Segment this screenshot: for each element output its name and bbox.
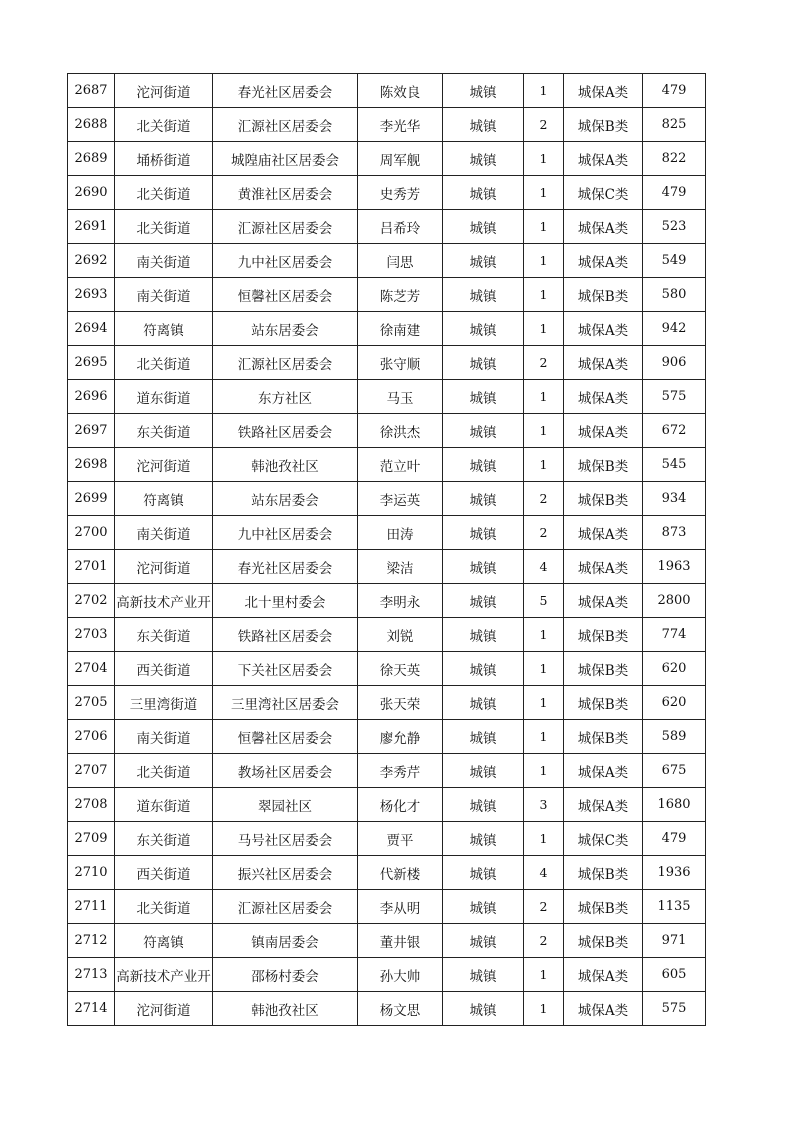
serial-number-cell: 2687 (68, 74, 115, 108)
monthly-amount-cell: 479 (643, 176, 706, 210)
household-size-cell: 1 (524, 958, 564, 992)
table-row (68, 414, 706, 448)
table-row (68, 686, 706, 720)
recipient-name-cell: 廖允静 (358, 720, 443, 754)
monthly-amount-cell: 605 (643, 958, 706, 992)
table-row (68, 142, 706, 176)
serial-number-cell: 2705 (68, 686, 115, 720)
assistance-category-cell: 城保B类 (564, 448, 643, 482)
serial-number-cell: 2712 (68, 924, 115, 958)
assistance-category-cell: 城保A类 (564, 414, 643, 448)
serial-number-cell: 2692 (68, 244, 115, 278)
assistance-category-cell: 城保B类 (564, 890, 643, 924)
recipient-name-cell: 吕希玲 (358, 210, 443, 244)
recipient-name-cell: 李运英 (358, 482, 443, 516)
household-type-cell: 城镇 (443, 516, 524, 550)
household-type-cell: 城镇 (443, 754, 524, 788)
household-type-cell: 城镇 (443, 890, 524, 924)
table-row (68, 380, 706, 414)
recipient-name-cell: 董井银 (358, 924, 443, 958)
household-type-cell: 城镇 (443, 652, 524, 686)
serial-number-cell: 2693 (68, 278, 115, 312)
monthly-amount-cell: 580 (643, 278, 706, 312)
table-row (68, 244, 706, 278)
street-office-cell: 三里湾街道 (115, 686, 213, 720)
recipient-name-cell: 陈芝芳 (358, 278, 443, 312)
assistance-category-cell: 城保B类 (564, 618, 643, 652)
serial-number-cell: 2703 (68, 618, 115, 652)
serial-number-cell: 2700 (68, 516, 115, 550)
assistance-category-cell: 城保C类 (564, 176, 643, 210)
community-committee-cell: 铁路社区居委会 (213, 414, 358, 448)
recipient-name-cell: 孙大帅 (358, 958, 443, 992)
household-size-cell: 1 (524, 992, 564, 1026)
community-committee-cell: 振兴社区居委会 (213, 856, 358, 890)
assistance-category-cell: 城保A类 (564, 210, 643, 244)
street-office-cell: 北关街道 (115, 176, 213, 210)
community-committee-cell: 站东居委会 (213, 312, 358, 346)
assistance-category-cell: 城保B类 (564, 720, 643, 754)
recipient-name-cell: 代新楼 (358, 856, 443, 890)
household-type-cell: 城镇 (443, 108, 524, 142)
household-type-cell: 城镇 (443, 958, 524, 992)
household-size-cell: 1 (524, 244, 564, 278)
household-size-cell: 1 (524, 618, 564, 652)
community-committee-cell: 邵杨村委会 (213, 958, 358, 992)
recipient-name-cell: 徐天英 (358, 652, 443, 686)
community-committee-cell: 韩池孜社区 (213, 992, 358, 1026)
serial-number-cell: 2694 (68, 312, 115, 346)
table-row (68, 890, 706, 924)
household-type-cell: 城镇 (443, 380, 524, 414)
community-committee-cell: 北十里村委会 (213, 584, 358, 618)
recipient-name-cell: 徐南建 (358, 312, 443, 346)
community-committee-cell: 恒馨社区居委会 (213, 720, 358, 754)
assistance-category-cell: 城保B类 (564, 482, 643, 516)
monthly-amount-cell: 675 (643, 754, 706, 788)
recipient-name-cell: 徐洪杰 (358, 414, 443, 448)
serial-number-cell: 2711 (68, 890, 115, 924)
community-committee-cell: 东方社区 (213, 380, 358, 414)
table-row (68, 176, 706, 210)
street-office-cell: 南关街道 (115, 516, 213, 550)
community-committee-cell: 镇南居委会 (213, 924, 358, 958)
relief-recipient-table (67, 73, 706, 1026)
street-office-cell: 符离镇 (115, 312, 213, 346)
assistance-category-cell: 城保A类 (564, 584, 643, 618)
household-type-cell: 城镇 (443, 346, 524, 380)
community-committee-cell: 城隍庙社区居委会 (213, 142, 358, 176)
street-office-cell: 北关街道 (115, 108, 213, 142)
household-size-cell: 2 (524, 482, 564, 516)
household-type-cell: 城镇 (443, 992, 524, 1026)
monthly-amount-cell: 934 (643, 482, 706, 516)
household-type-cell: 城镇 (443, 176, 524, 210)
household-size-cell: 1 (524, 686, 564, 720)
household-type-cell: 城镇 (443, 278, 524, 312)
community-committee-cell: 汇源社区居委会 (213, 108, 358, 142)
household-type-cell: 城镇 (443, 142, 524, 176)
assistance-category-cell: 城保B类 (564, 652, 643, 686)
monthly-amount-cell: 479 (643, 822, 706, 856)
community-committee-cell: 黄淮社区居委会 (213, 176, 358, 210)
street-office-cell: 高新技术产业开 (115, 958, 213, 992)
household-type-cell: 城镇 (443, 414, 524, 448)
serial-number-cell: 2689 (68, 142, 115, 176)
community-committee-cell: 下关社区居委会 (213, 652, 358, 686)
assistance-category-cell: 城保B类 (564, 278, 643, 312)
household-size-cell: 3 (524, 788, 564, 822)
household-size-cell: 1 (524, 448, 564, 482)
household-size-cell: 1 (524, 754, 564, 788)
household-type-cell: 城镇 (443, 856, 524, 890)
street-office-cell: 南关街道 (115, 720, 213, 754)
street-office-cell: 埇桥街道 (115, 142, 213, 176)
serial-number-cell: 2713 (68, 958, 115, 992)
serial-number-cell: 2696 (68, 380, 115, 414)
community-committee-cell: 教场社区居委会 (213, 754, 358, 788)
recipient-name-cell: 闫思 (358, 244, 443, 278)
household-type-cell: 城镇 (443, 822, 524, 856)
household-size-cell: 1 (524, 414, 564, 448)
street-office-cell: 沱河街道 (115, 74, 213, 108)
table-row (68, 788, 706, 822)
household-size-cell: 1 (524, 380, 564, 414)
table-row (68, 652, 706, 686)
table-row (68, 312, 706, 346)
recipient-name-cell: 李从明 (358, 890, 443, 924)
serial-number-cell: 2697 (68, 414, 115, 448)
community-committee-cell: 站东居委会 (213, 482, 358, 516)
monthly-amount-cell: 672 (643, 414, 706, 448)
recipient-name-cell: 马玉 (358, 380, 443, 414)
street-office-cell: 北关街道 (115, 346, 213, 380)
recipient-name-cell: 陈效良 (358, 74, 443, 108)
household-size-cell: 1 (524, 74, 564, 108)
household-type-cell: 城镇 (443, 210, 524, 244)
community-committee-cell: 春光社区居委会 (213, 550, 358, 584)
assistance-category-cell: 城保A类 (564, 244, 643, 278)
household-size-cell: 4 (524, 856, 564, 890)
household-size-cell: 5 (524, 584, 564, 618)
assistance-category-cell: 城保B类 (564, 924, 643, 958)
street-office-cell: 沱河街道 (115, 550, 213, 584)
community-committee-cell: 铁路社区居委会 (213, 618, 358, 652)
recipient-name-cell: 范立叶 (358, 448, 443, 482)
household-type-cell: 城镇 (443, 482, 524, 516)
household-size-cell: 1 (524, 822, 564, 856)
assistance-category-cell: 城保B类 (564, 108, 643, 142)
household-size-cell: 1 (524, 720, 564, 754)
assistance-category-cell: 城保A类 (564, 142, 643, 176)
recipient-name-cell: 史秀芳 (358, 176, 443, 210)
monthly-amount-cell: 545 (643, 448, 706, 482)
monthly-amount-cell: 774 (643, 618, 706, 652)
serial-number-cell: 2690 (68, 176, 115, 210)
assistance-category-cell: 城保A类 (564, 992, 643, 1026)
household-size-cell: 1 (524, 312, 564, 346)
recipient-name-cell: 李秀芹 (358, 754, 443, 788)
assistance-category-cell: 城保A类 (564, 516, 643, 550)
community-committee-cell: 汇源社区居委会 (213, 210, 358, 244)
monthly-amount-cell: 589 (643, 720, 706, 754)
household-type-cell: 城镇 (443, 788, 524, 822)
household-size-cell: 2 (524, 108, 564, 142)
assistance-category-cell: 城保B类 (564, 856, 643, 890)
assistance-category-cell: 城保A类 (564, 754, 643, 788)
recipient-name-cell: 张天荣 (358, 686, 443, 720)
community-committee-cell: 翠园社区 (213, 788, 358, 822)
table-row (68, 278, 706, 312)
monthly-amount-cell: 873 (643, 516, 706, 550)
household-type-cell: 城镇 (443, 448, 524, 482)
monthly-amount-cell: 971 (643, 924, 706, 958)
street-office-cell: 符离镇 (115, 924, 213, 958)
recipient-name-cell: 周军舰 (358, 142, 443, 176)
street-office-cell: 东关街道 (115, 618, 213, 652)
monthly-amount-cell: 2800 (643, 584, 706, 618)
recipient-name-cell: 李明永 (358, 584, 443, 618)
street-office-cell: 沱河街道 (115, 992, 213, 1026)
monthly-amount-cell: 1963 (643, 550, 706, 584)
community-committee-cell: 三里湾社区居委会 (213, 686, 358, 720)
community-committee-cell: 汇源社区居委会 (213, 346, 358, 380)
monthly-amount-cell: 523 (643, 210, 706, 244)
table-row (68, 992, 706, 1026)
household-size-cell: 2 (524, 890, 564, 924)
assistance-category-cell: 城保A类 (564, 380, 643, 414)
serial-number-cell: 2695 (68, 346, 115, 380)
household-size-cell: 2 (524, 924, 564, 958)
recipient-name-cell: 杨化才 (358, 788, 443, 822)
table-row (68, 482, 706, 516)
table-row (68, 754, 706, 788)
serial-number-cell: 2710 (68, 856, 115, 890)
table-row (68, 618, 706, 652)
monthly-amount-cell: 822 (643, 142, 706, 176)
monthly-amount-cell: 575 (643, 992, 706, 1026)
serial-number-cell: 2704 (68, 652, 115, 686)
recipient-name-cell: 田涛 (358, 516, 443, 550)
serial-number-cell: 2706 (68, 720, 115, 754)
community-committee-cell: 汇源社区居委会 (213, 890, 358, 924)
assistance-category-cell: 城保A类 (564, 312, 643, 346)
monthly-amount-cell: 1135 (643, 890, 706, 924)
table-row (68, 108, 706, 142)
monthly-amount-cell: 1680 (643, 788, 706, 822)
monthly-amount-cell: 906 (643, 346, 706, 380)
monthly-amount-cell: 479 (643, 74, 706, 108)
recipient-name-cell: 刘锐 (358, 618, 443, 652)
monthly-amount-cell: 575 (643, 380, 706, 414)
assistance-category-cell: 城保A类 (564, 346, 643, 380)
table-row (68, 924, 706, 958)
table-row (68, 550, 706, 584)
table-row (68, 516, 706, 550)
recipient-name-cell: 李光华 (358, 108, 443, 142)
monthly-amount-cell: 1936 (643, 856, 706, 890)
serial-number-cell: 2702 (68, 584, 115, 618)
serial-number-cell: 2708 (68, 788, 115, 822)
street-office-cell: 道东街道 (115, 380, 213, 414)
assistance-category-cell: 城保A类 (564, 74, 643, 108)
street-office-cell: 东关街道 (115, 414, 213, 448)
household-size-cell: 1 (524, 210, 564, 244)
table-row (68, 720, 706, 754)
monthly-amount-cell: 825 (643, 108, 706, 142)
household-type-cell: 城镇 (443, 74, 524, 108)
household-type-cell: 城镇 (443, 312, 524, 346)
community-committee-cell: 春光社区居委会 (213, 74, 358, 108)
street-office-cell: 西关街道 (115, 856, 213, 890)
household-type-cell: 城镇 (443, 244, 524, 278)
community-committee-cell: 九中社区居委会 (213, 516, 358, 550)
assistance-category-cell: 城保A类 (564, 788, 643, 822)
street-office-cell: 南关街道 (115, 278, 213, 312)
table-row (68, 856, 706, 890)
household-size-cell: 1 (524, 652, 564, 686)
community-committee-cell: 恒馨社区居委会 (213, 278, 358, 312)
street-office-cell: 东关街道 (115, 822, 213, 856)
table-row (68, 74, 706, 108)
street-office-cell: 高新技术产业开 (115, 584, 213, 618)
table-row (68, 210, 706, 244)
serial-number-cell: 2691 (68, 210, 115, 244)
community-committee-cell: 九中社区居委会 (213, 244, 358, 278)
household-type-cell: 城镇 (443, 924, 524, 958)
street-office-cell: 北关街道 (115, 754, 213, 788)
street-office-cell: 道东街道 (115, 788, 213, 822)
household-type-cell: 城镇 (443, 686, 524, 720)
household-type-cell: 城镇 (443, 550, 524, 584)
assistance-category-cell: 城保B类 (564, 686, 643, 720)
community-committee-cell: 马号社区居委会 (213, 822, 358, 856)
household-size-cell: 2 (524, 346, 564, 380)
table-body (68, 74, 706, 1026)
recipient-name-cell: 杨文思 (358, 992, 443, 1026)
serial-number-cell: 2699 (68, 482, 115, 516)
monthly-amount-cell: 620 (643, 652, 706, 686)
recipient-name-cell: 张守顺 (358, 346, 443, 380)
monthly-amount-cell: 549 (643, 244, 706, 278)
assistance-category-cell: 城保A类 (564, 958, 643, 992)
table-row (68, 448, 706, 482)
table-row (68, 584, 706, 618)
monthly-amount-cell: 620 (643, 686, 706, 720)
serial-number-cell: 2707 (68, 754, 115, 788)
recipient-name-cell: 梁洁 (358, 550, 443, 584)
street-office-cell: 沱河街道 (115, 448, 213, 482)
street-office-cell: 南关街道 (115, 244, 213, 278)
street-office-cell: 北关街道 (115, 890, 213, 924)
household-size-cell: 2 (524, 516, 564, 550)
serial-number-cell: 2688 (68, 108, 115, 142)
table-row (68, 822, 706, 856)
household-type-cell: 城镇 (443, 584, 524, 618)
serial-number-cell: 2709 (68, 822, 115, 856)
community-committee-cell: 韩池孜社区 (213, 448, 358, 482)
serial-number-cell: 2701 (68, 550, 115, 584)
monthly-amount-cell: 942 (643, 312, 706, 346)
street-office-cell: 符离镇 (115, 482, 213, 516)
street-office-cell: 北关街道 (115, 210, 213, 244)
household-type-cell: 城镇 (443, 618, 524, 652)
household-size-cell: 1 (524, 176, 564, 210)
recipient-name-cell: 贾平 (358, 822, 443, 856)
household-size-cell: 1 (524, 278, 564, 312)
household-size-cell: 4 (524, 550, 564, 584)
household-size-cell: 1 (524, 142, 564, 176)
serial-number-cell: 2698 (68, 448, 115, 482)
assistance-category-cell: 城保C类 (564, 822, 643, 856)
street-office-cell: 西关街道 (115, 652, 213, 686)
serial-number-cell: 2714 (68, 992, 115, 1026)
table-row (68, 958, 706, 992)
household-type-cell: 城镇 (443, 720, 524, 754)
table-row (68, 346, 706, 380)
assistance-category-cell: 城保A类 (564, 550, 643, 584)
